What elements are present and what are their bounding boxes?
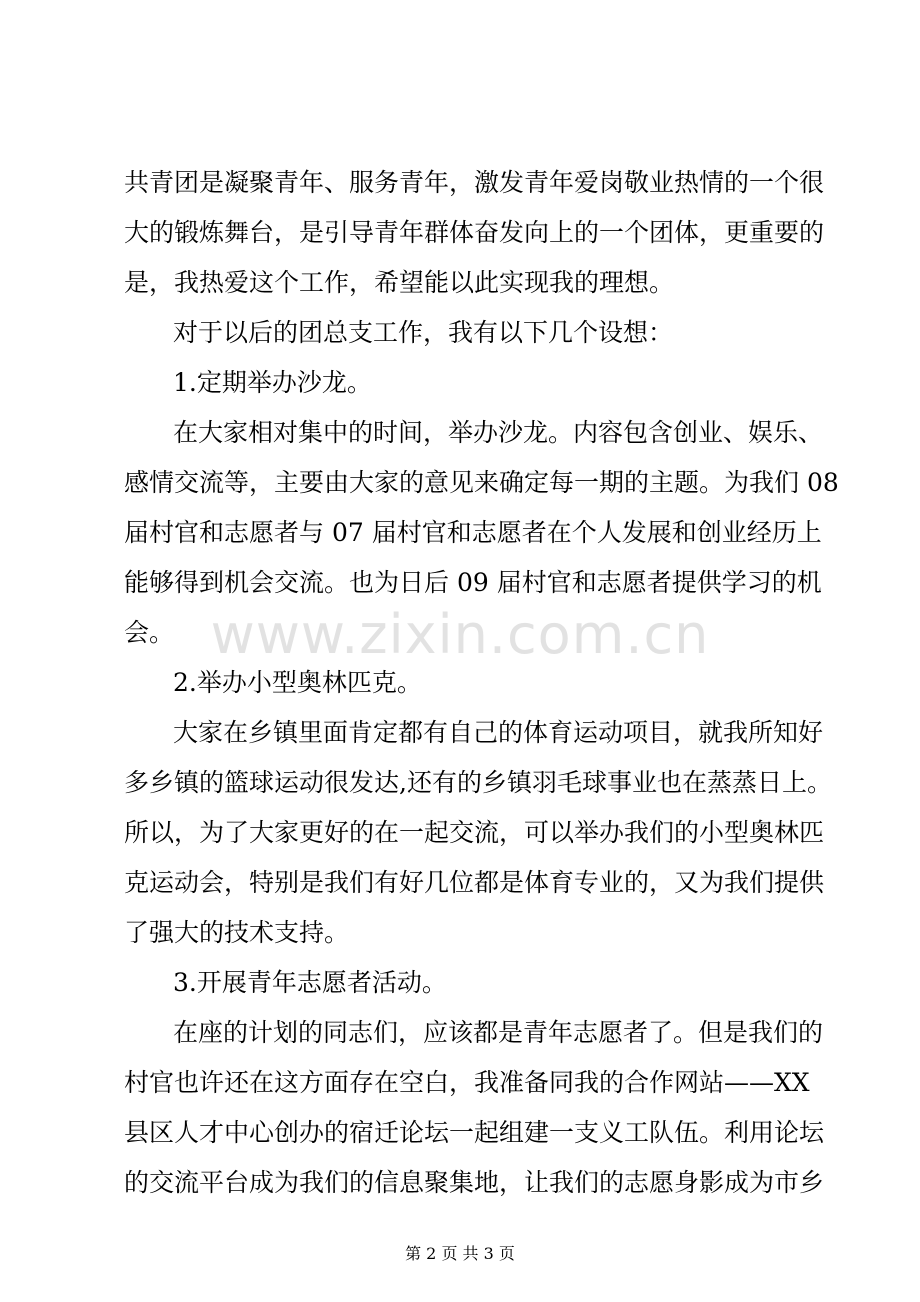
paragraph-line: 共青团是凝聚青年、服务青年，激发青年爱岗敬业热情的一个很 — [124, 168, 825, 197]
paragraph-line: 大的锻炼舞台，是引导青年群体奋发向上的一个团体，更重要的 — [124, 218, 825, 247]
watermark: www.zixin.com.cn — [210, 603, 710, 666]
paragraph-line: 感情交流等，主要由大家的意见来确定每一期的主题。为我们 08 — [124, 468, 839, 497]
paragraph-line: 村官也许还在这方面存在空白，我准备同我的合作网站——XX — [124, 1068, 810, 1097]
section-heading: 2.举办小型奥林匹克。 — [173, 668, 422, 697]
paragraph-line: 在座的计划的同志们，应该都是青年志愿者了。但是我们的 — [173, 1018, 824, 1047]
paragraph-line: 能够得到机会交流。也为日后 09 届村官和志愿者提供学习的机 — [124, 568, 822, 597]
paragraph-line: 所以，为了大家更好的在一起交流，可以举办我们的小型奥林匹 — [124, 818, 825, 847]
paragraph-line: 是，我热爱这个工作，希望能以此实现我的理想。 — [124, 268, 675, 297]
page-number-footer: 第 2 页 共 3 页 — [405, 1244, 515, 1263]
paragraph-line: 对于以后的团总支工作，我有以下几个设想： — [173, 318, 674, 347]
paragraph-line: 在大家相对集中的时间，举办沙龙。内容包含创业、娱乐、 — [173, 418, 824, 447]
paragraph-line: 届村官和志愿者与 07 届村官和志愿者在个人发展和创业经历上 — [124, 518, 822, 547]
paragraph-line: 的交流平台成为我们的信息聚集地，让我们的志愿身影成为市乡 — [124, 1168, 825, 1197]
paragraph-line: 会。 — [124, 618, 175, 647]
paragraph-line: 了强大的技术支持。 — [124, 918, 350, 947]
section-heading: 1.定期举办沙龙。 — [173, 368, 372, 397]
paragraph-line: 县区人才中心创办的宿迁论坛一起组建一支义工队伍。利用论坛 — [124, 1118, 825, 1147]
paragraph-line: 克运动会，特别是我们有好几位都是体育专业的，又为我们提供 — [124, 868, 825, 897]
paragraph-line: 大家在乡镇里面肯定都有自己的体育运动项目，就我所知好 — [173, 718, 824, 747]
section-heading: 3.开展青年志愿者活动。 — [173, 968, 447, 997]
paragraph-line: 多乡镇的篮球运动很发达,还有的乡镇羽毛球事业也在蒸蒸日上。 — [124, 768, 832, 797]
